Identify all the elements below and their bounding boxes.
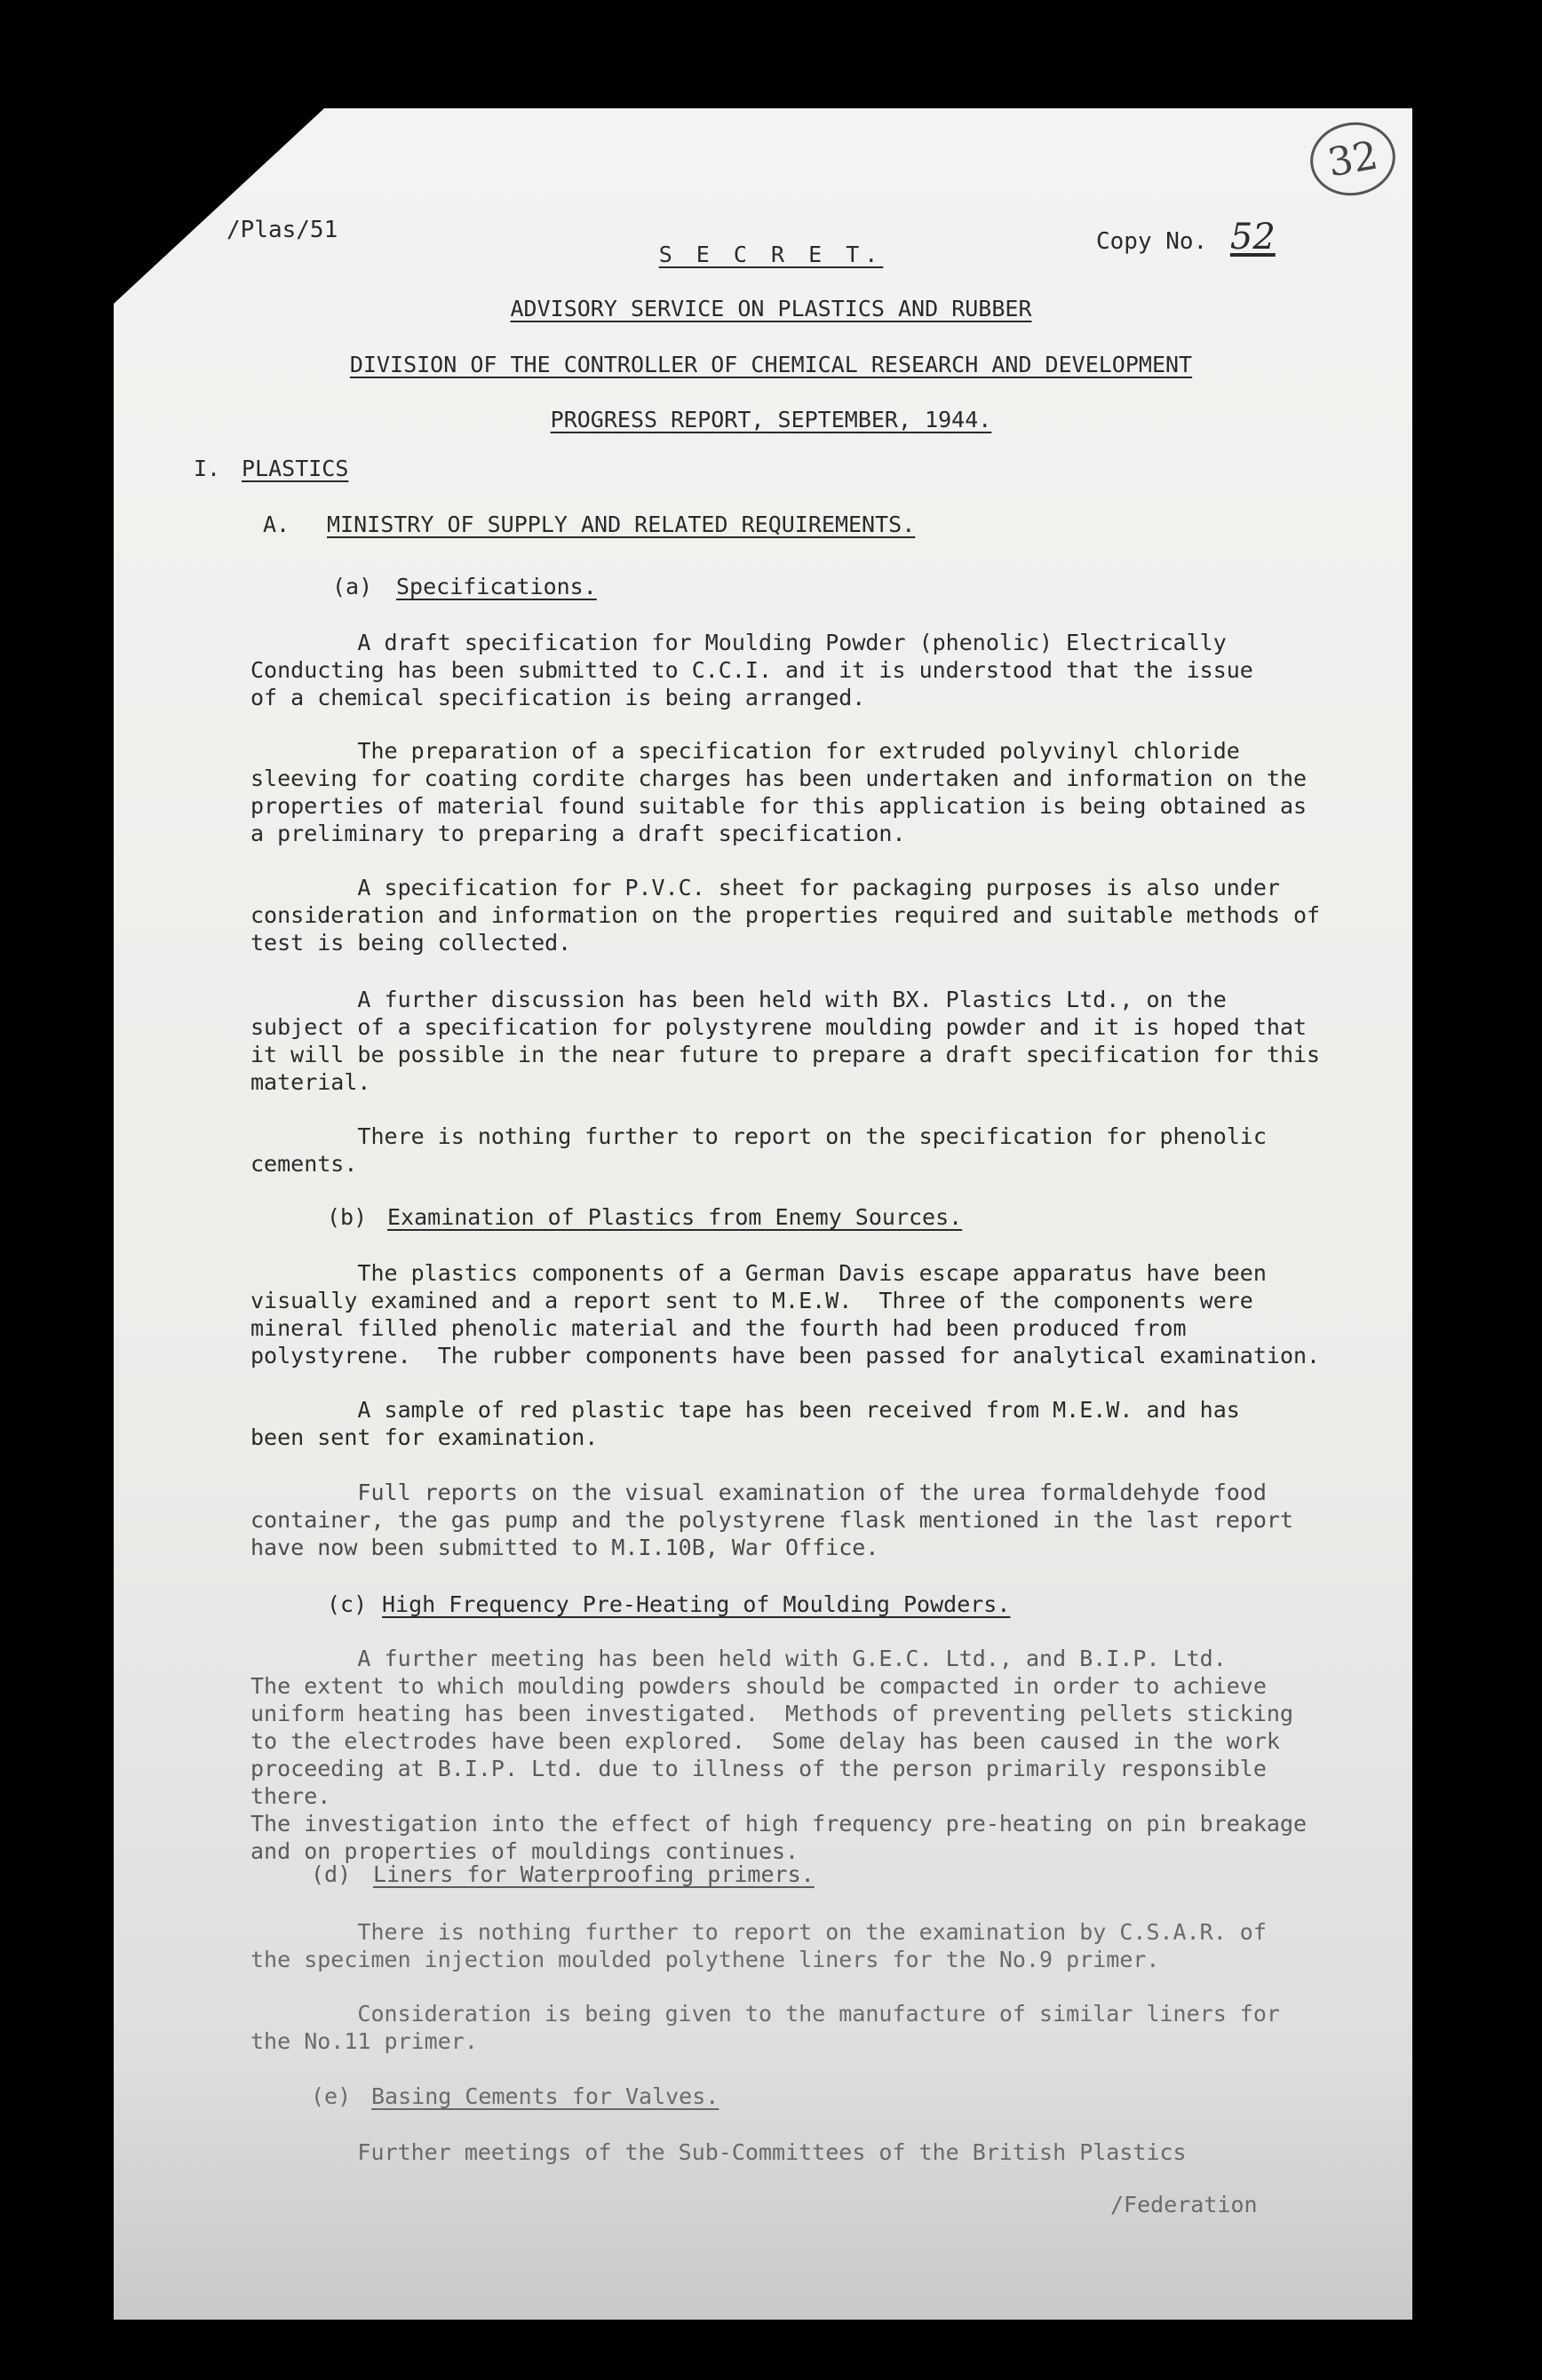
copy-label: Copy No. bbox=[1096, 228, 1208, 255]
paragraph-a3: A specification for P.V.C. sheet for packaging purposes is also under consideration and information on the properties required and suitable methods of test is being collected. bbox=[250, 875, 1321, 956]
paragraph-a1: A draft specification for Moulding Powder (phenolic) Electrically Conducting has been submitted to C.C.I. and it is understood that the issue of a chemical specification is being arranged. bbox=[250, 630, 1253, 710]
paragraph-a2: The preparation of a specification for extruded polyvinyl chloride sleeving for coating cordite charges has been undertaken and information on the properties of material found suitable for this application is being obtained as a preliminary to preparing a draft specification. bbox=[250, 738, 1308, 846]
heading-division: DIVISION OF THE CONTROLLER OF CHEMICAL RESEARCH AND DEVELOPMENT bbox=[349, 352, 1193, 377]
paragraph-a5: There is nothing further to report on the specification for phenolic cements. bbox=[250, 1123, 1267, 1177]
subsection-title: MINISTRY OF SUPPLY AND RELATED REQUIREMENTS. bbox=[327, 512, 916, 537]
paragraph-b3: Full reports on the visual examination of the urea formaldehyde food container, the gas pump and the polystyrene flask mentioned in the last report have now been submitted to M.I.10B, War Office. bbox=[250, 1480, 1293, 1560]
copy-number: 52 bbox=[1229, 217, 1276, 258]
subsection-letter: A. bbox=[263, 512, 290, 537]
item-c-label: (c) bbox=[327, 1591, 368, 1617]
heading-report: PROGRESS REPORT, SEPTEMBER, 1944. bbox=[550, 407, 992, 432]
folio-stamp: 32 bbox=[1305, 115, 1402, 202]
paragraph-b1: The plastics components of a German Davis escape apparatus have been visually examined and a report sent to M.E.W. Three of the components were mineral filled phenolic material and the fourth had been produced from polystyrene. The rubber components have been passed for analytical examination. bbox=[250, 1260, 1321, 1368]
item-d-label: (d) bbox=[311, 1861, 352, 1887]
item-e-label: (e) bbox=[311, 2083, 352, 2109]
paragraph-d1: There is nothing further to report on the examination by C.S.A.R. of the specimen injection moulded polythene liners for the No.9 primer. bbox=[250, 1919, 1267, 1972]
section-number: I. bbox=[194, 456, 221, 481]
item-a-title: Specifications. bbox=[396, 574, 597, 599]
paragraph-c1: A further meeting has been held with G.E.C. Ltd., and B.I.P. Ltd. The extent to which moulding powders should be compacted in order to achieve uniform heating has been investigated. Methods of preventing pellets sticking to the electrodes have been explored. Some delay has been caused in the work proceeding at B.I.P. Ltd. due to illness of the person primarily responsible there. The investigation into the effect of high frequency pre-heating on pin breakage and on properties of mouldings continues. bbox=[250, 1646, 1308, 1864]
paragraph-b2: A sample of red plastic tape has been received from M.E.W. and has been sent for examination. bbox=[250, 1397, 1240, 1450]
section-title: PLASTICS bbox=[242, 456, 349, 481]
catchword: /Federation bbox=[1110, 2192, 1258, 2217]
item-a-label: (a) bbox=[332, 574, 373, 599]
item-b-label: (b) bbox=[327, 1204, 368, 1230]
item-b-title: Examination of Plastics from Enemy Sources. bbox=[387, 1204, 963, 1230]
paragraph-d2: Consideration is being given to the manufacture of similar liners for the No.11 primer. bbox=[250, 2001, 1280, 2054]
item-e-title: Basing Cements for Valves. bbox=[371, 2083, 719, 2109]
reference-number: /Plas/51 bbox=[227, 217, 338, 243]
classification: S E C R E T. bbox=[658, 242, 884, 267]
heading-service: ADVISORY SERVICE ON PLASTICS AND RUBBER bbox=[510, 296, 1032, 321]
item-c-title: High Frequency Pre-Heating of Moulding Powders. bbox=[382, 1591, 1011, 1617]
paragraph-a4: A further discussion has been held with BX. Plastics Ltd., on the subject of a specification for polystyrene moulding powder and it is hoped that it will be possible in the near future to prepare a draft specification for this material. bbox=[250, 987, 1321, 1095]
paragraph-e1: Further meetings of the Sub-Committees of the British Plastics bbox=[250, 2139, 1187, 2165]
item-d-title: Liners for Waterproofing primers. bbox=[373, 1861, 815, 1887]
